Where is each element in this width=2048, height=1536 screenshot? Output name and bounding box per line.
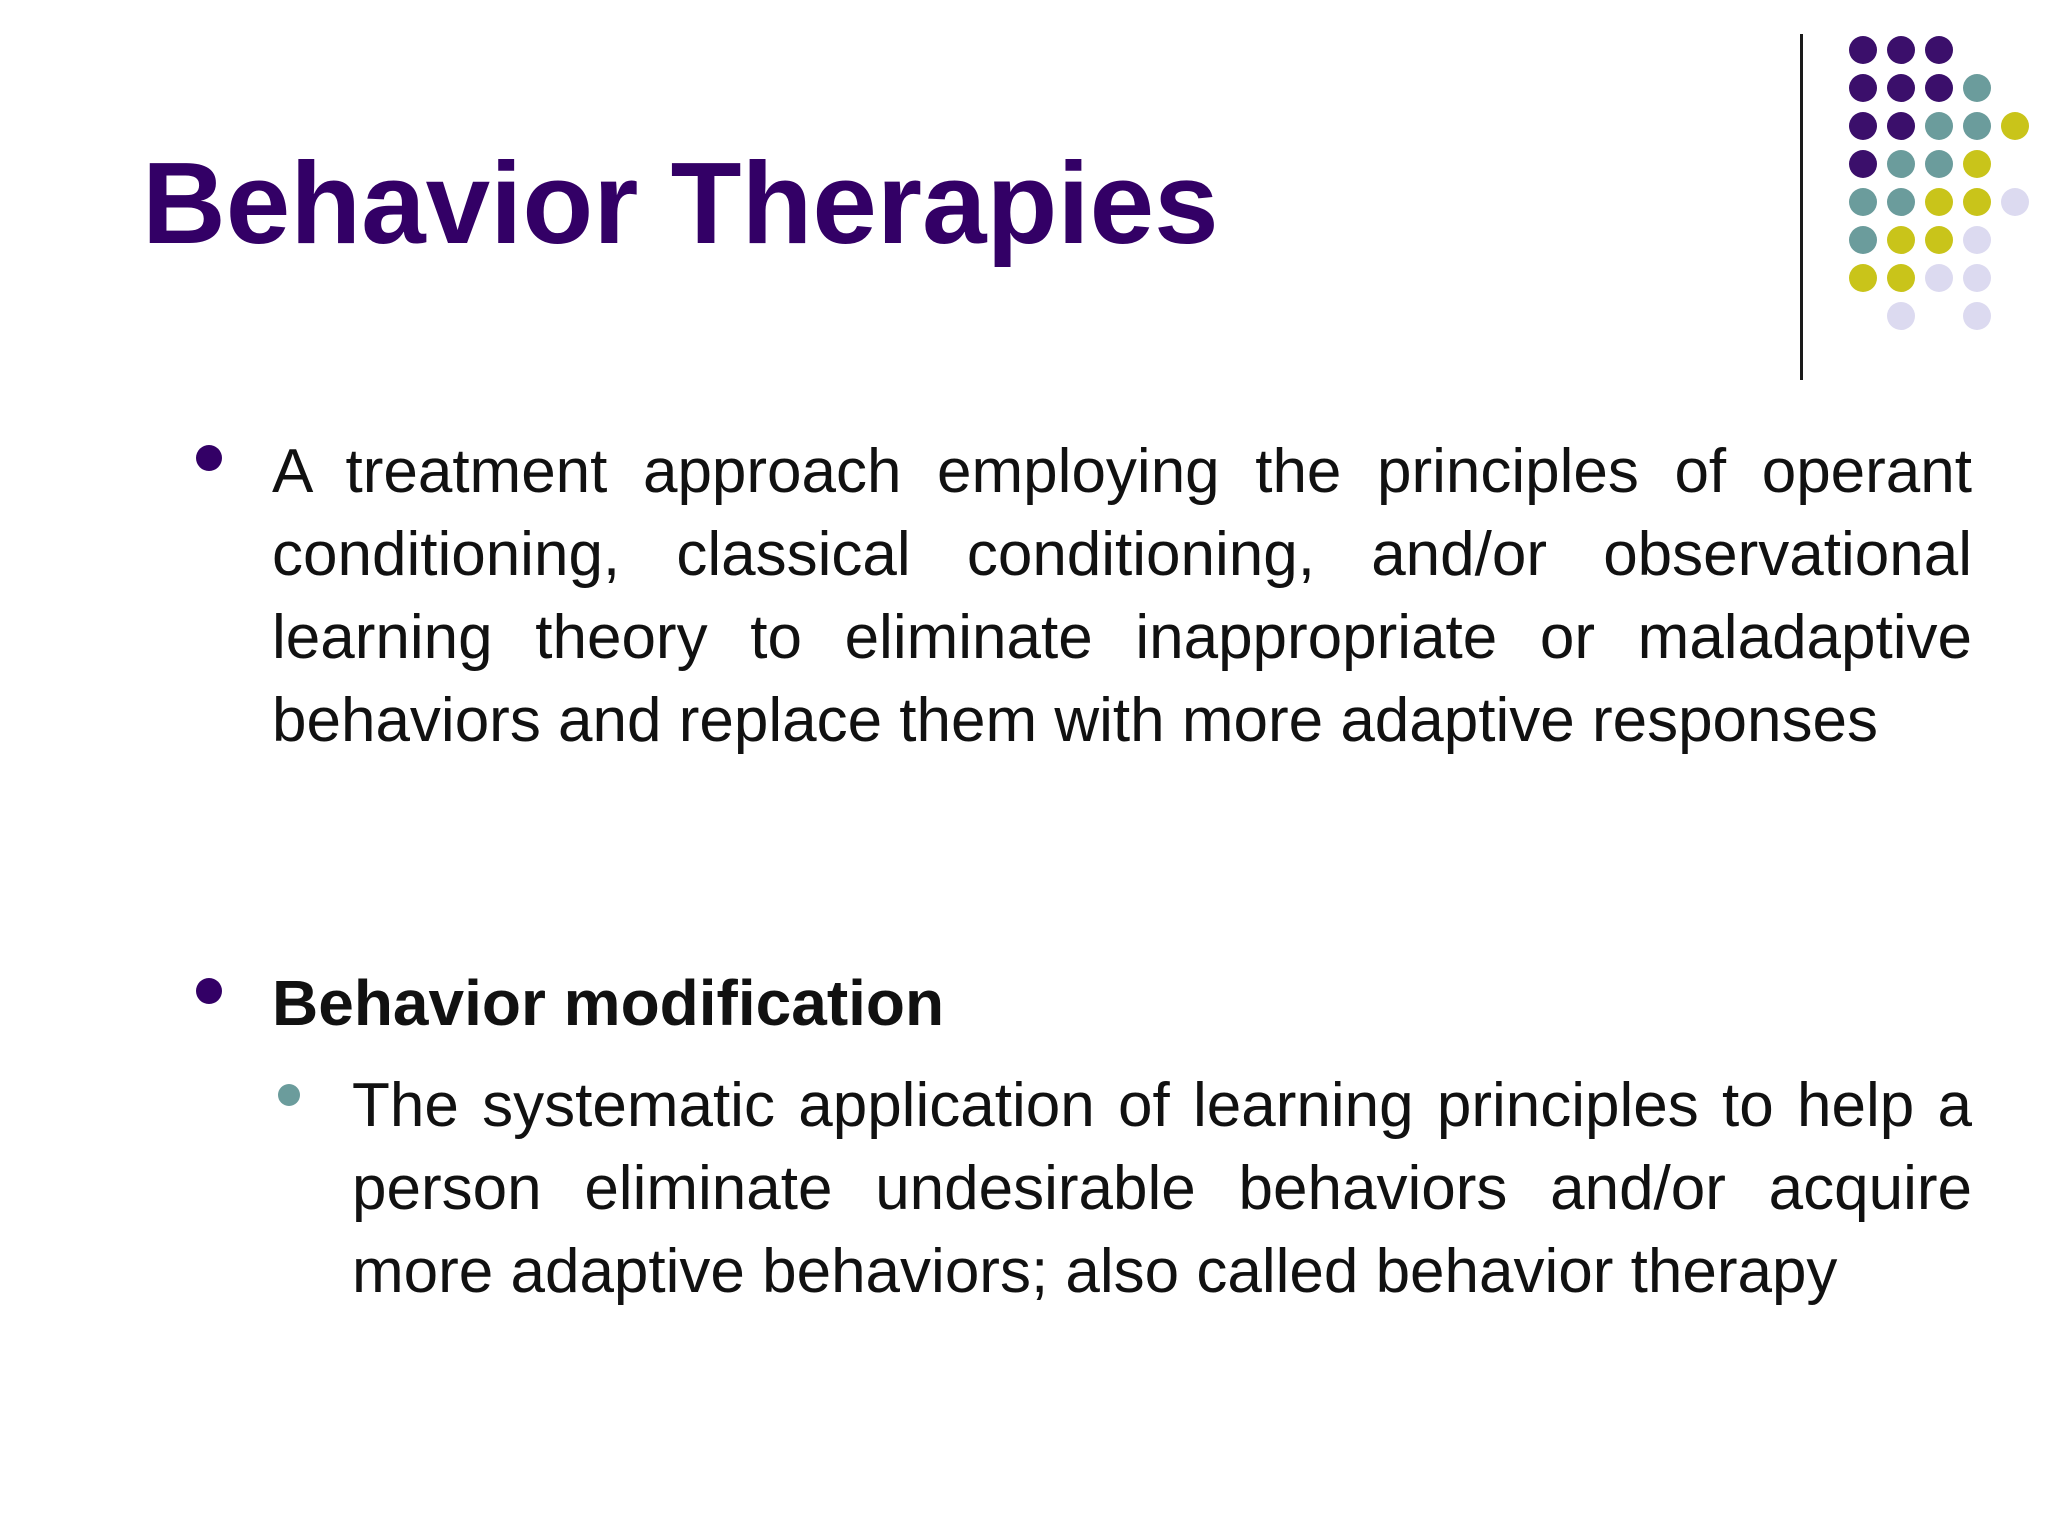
dot: [1925, 226, 1953, 254]
dot: [1849, 112, 1877, 140]
dot: [1887, 112, 1915, 140]
dot: [1887, 36, 1915, 64]
dot: [1887, 264, 1915, 292]
dot: [1887, 226, 1915, 254]
dot: [1963, 150, 1991, 178]
dot: [1925, 264, 1953, 292]
bullet-heading: Behavior modification: [272, 967, 945, 1039]
dot: [2001, 188, 2029, 216]
dot: [1849, 188, 1877, 216]
dot: [1963, 188, 1991, 216]
dot: [1963, 112, 1991, 140]
primary-bullet-dot: [196, 445, 222, 471]
dot: [1925, 36, 1953, 64]
dot: [1963, 302, 1991, 330]
slide-title: Behavior Therapies: [142, 138, 1219, 268]
sub-bullet-text: The systematic application of learning principles to help a person eliminate undesirable behaviors and/or acquire more adaptive behaviors; also called behavior therapy: [352, 1071, 1972, 1306]
dot: [1963, 226, 1991, 254]
primary-bullet-dot: [196, 978, 222, 1004]
dot: [1925, 150, 1953, 178]
secondary-bullet-dot: [278, 1084, 300, 1106]
dot: [1887, 74, 1915, 102]
dot: [1887, 150, 1915, 178]
dot: [1925, 188, 1953, 216]
bullet-text: A treatment approach employing the principles of operant conditioning, classical conditioning, and/or observational learning theory to eliminate inappropriate or maladaptive behaviors and replace them with more adaptive responses: [272, 437, 1972, 755]
dot: [1925, 112, 1953, 140]
dot: [1887, 302, 1915, 330]
title-divider: [1800, 34, 1803, 380]
dot: [1849, 226, 1877, 254]
dot: [1849, 264, 1877, 292]
decorative-dot-grid: [1830, 30, 2048, 340]
dot: [1849, 150, 1877, 178]
dot: [2001, 112, 2029, 140]
dot: [1849, 36, 1877, 64]
dot: [1887, 188, 1915, 216]
dot: [1925, 74, 1953, 102]
dot: [1849, 74, 1877, 102]
dot: [1963, 264, 1991, 292]
dot: [1963, 74, 1991, 102]
